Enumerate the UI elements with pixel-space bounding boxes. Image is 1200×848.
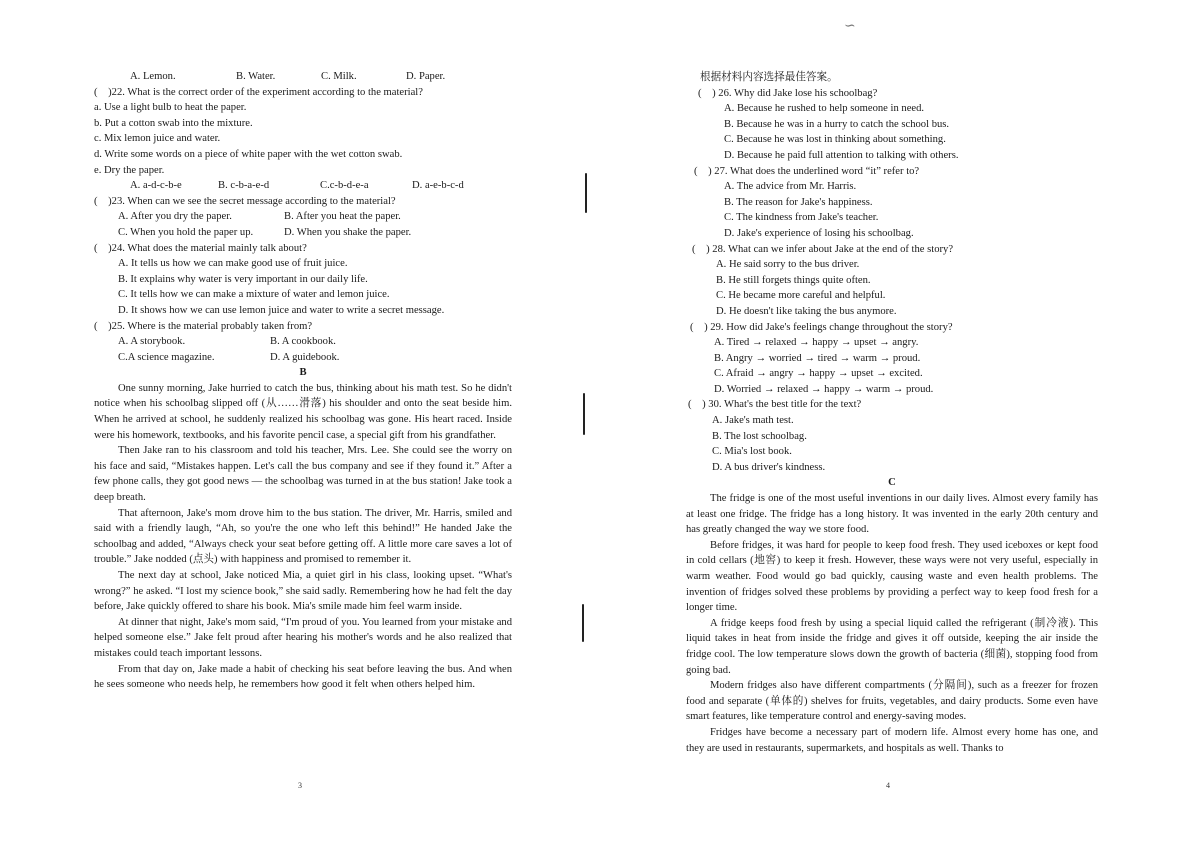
q25-option-a: A. A storybook.	[118, 336, 186, 348]
q23-option-c: C. When you hold the paper up.	[118, 226, 254, 238]
passage-b-paragraph: At dinner that night, Jake's mom said, “I'm proud of you. You learned from your mistake and helped someone else.” Jake felt proud after hearing his mother's words and he also realized that mistakes could teach important lessons.	[94, 616, 512, 659]
passage-c-paragraph: Fridges have become a necessary part of modern life. Almost every home has one, and they are used in restaurants, supermarkets, and hospitals as well. Thanks to	[686, 726, 1098, 754]
q22-options	[94, 178, 512, 194]
q26-option-b: B. Because he was in a hurry to catch the school bus.	[724, 118, 950, 130]
passage-c-paragraph: A fridge keeps food fresh by using a special liquid called the refrigerant (制冷液). This liquid takes in heat from inside the fridge and gives it off outside, keeping the air inside the fridge cool. The low temperature slows down the growth of bacteria (细菌), stopping food from going bad.	[686, 617, 1098, 676]
q29-option-d: D. Worried → relaxed → happy → warm → proud.	[714, 383, 934, 395]
q25-options-row2	[94, 350, 512, 366]
binding-mark	[582, 604, 584, 642]
page-number: 4	[886, 781, 890, 790]
q30-option-a: A. Jake's math test.	[712, 415, 794, 427]
q26-option-d: D. Because he paid full attention to talking with others.	[724, 149, 959, 161]
q22-option-a: A. a-d-c-b-e	[130, 180, 182, 192]
q29-option-c: C. Afraid → angry → happy → upset → excited.	[714, 368, 923, 380]
q27-option-b: B. The reason for Jake's happiness.	[724, 196, 873, 208]
q22-step-e: e. Dry the paper.	[94, 164, 165, 176]
right-column	[686, 70, 1098, 756]
page-number: 3	[298, 781, 302, 790]
binding-mark	[585, 173, 587, 213]
q29-option-b: B. Angry → worried → tired → warm → proud.	[714, 352, 921, 364]
q29-stem: ( ) 29. How did Jake's feelings change throughout the story?	[690, 321, 953, 333]
q30-stem: ( ) 30. What's the best title for the text?	[688, 399, 862, 411]
q25-option-b: B. A cookbook.	[270, 336, 336, 348]
q24-option-a: A. It tells us how we can make good use of fruit juice.	[118, 258, 348, 270]
q24-option-d: D. It shows how we can use lemon juice and water to write a secret message.	[118, 304, 445, 316]
passage-b-paragraph: One sunny morning, Jake hurried to catch the bus, thinking about his math test. So he didn't notice when his schoolbag slipped off (从……滑落) his shoulder and onto the seat beside him. When he arrived at school, he suddenly realized his schoolbag was gone. His heart raced. Inside were his homework, textbooks, and his favorite pencil case, a special gift from his grandfather.	[94, 382, 512, 441]
passage-b-paragraph: The next day at school, Jake noticed Mia, a quiet girl in his class, looking upset. “What's wrong?” he asked. “I lost my science book,” she said sadly. Remembering how he had felt the day before, Jake quickly offered to share his book. Mia's smile made him feel warm inside.	[94, 570, 512, 613]
q23-option-b: B. After you heat the paper.	[284, 211, 401, 223]
q26-stem: ( ) 26. Why did Jake lose his schoolbag?	[698, 87, 878, 99]
passage-b-paragraph: From that day on, Jake made a habit of checking his seat before leaving the bus. And when he sees someone who needs help, he remembers how good it felt when others helped him.	[94, 663, 512, 691]
q23-option-d: D. When you shake the paper.	[284, 226, 412, 238]
pencil-mark: ∽	[844, 19, 856, 34]
q21-options	[94, 69, 512, 85]
q22-stem: ( )22. What is the correct order of the experiment according to the material?	[94, 86, 423, 98]
q21-option-d: D. Paper.	[406, 71, 446, 82]
left-column	[94, 69, 512, 693]
q28-option-a: A. He said sorry to the bus driver.	[716, 259, 860, 271]
q27-option-d: D. Jake's experience of losing his schoolbag.	[724, 227, 914, 239]
q23-options-row2	[94, 225, 512, 241]
passage-b-paragraph: That afternoon, Jake's mom drove him to the bus station. The driver, Mr. Harris, smiled and said with a friendly laugh, “Ah, so you're the one who left this behind!” He handed Jake the schoolbag and added, “Always check your seat before getting off. A little more care saves a lot of trouble.” Jake nodded (点头) with happiness and promised to remember it.	[94, 507, 512, 566]
section-b-heading: B	[299, 367, 307, 379]
q24-option-c: C. It tells how we can make a mixture of water and lemon juice.	[118, 289, 390, 301]
passage-b-paragraph: Then Jake ran to his classroom and told his teacher, Mrs. Lee. She could see the worry on his face and said, “Mistakes happen. Let's call the bus company and see if they found it.” After a few phone calls, they got good news — the schoolbag was turned in at the bus station! Jake took a deep breath.	[94, 445, 512, 504]
q30-option-b: B. The lost schoolbag.	[712, 430, 807, 442]
q22-option-d: D. a-e-b-c-d	[412, 180, 464, 192]
q24-stem: ( )24. What does the material mainly talk about?	[94, 242, 307, 254]
q30-option-d: D. A bus driver's kindness.	[712, 461, 826, 473]
q22-step-a: a. Use a light bulb to heat the paper.	[94, 102, 247, 114]
q25-stem: ( )25. Where is the material probably taken from?	[94, 320, 313, 332]
passage-c-paragraph: Before fridges, it was hard for people to keep food fresh. They used iceboxes or kept food in cold cellars (地窖) to keep it fresh. However, these ways were not very useful, especially in warm weather. Food would go bad quickly, causing waste and even health problems. The invention of fridges solved these problems by providing a perfect way to keep food fresh for a longer time.	[686, 539, 1098, 614]
q21-option-c: C. Milk.	[321, 71, 357, 82]
binding-mark	[583, 393, 585, 435]
section-c-heading: C	[888, 477, 896, 489]
q25-option-c: C.A science magazine.	[118, 351, 215, 363]
passage-c-paragraph: The fridge is one of the most useful inventions in our daily lives. Almost every family has at least one fridge. The fridge has a long history. It was invented in the early 20th century and has greatly changed the way we store food.	[686, 493, 1098, 536]
q29-option-a: A. Tired → relaxed → happy → upset → angry.	[714, 337, 919, 349]
q27-option-a: A. The advice from Mr. Harris.	[724, 181, 857, 193]
q30-option-c: C. Mia's lost book.	[712, 446, 792, 458]
q28-option-d: D. He doesn't like taking the bus anymore.	[716, 305, 897, 317]
q22-step-b: b. Put a cotton swab into the mixture.	[94, 117, 253, 129]
q25-option-d: D. A guidebook.	[270, 351, 340, 363]
q25-options-row1	[94, 334, 512, 350]
q26-option-a: A. Because he rushed to help someone in need.	[724, 103, 925, 115]
q27-option-c: C. The kindness from Jake's teacher.	[724, 212, 879, 224]
instruction: 根据材料内容选择最佳答案。	[700, 72, 838, 83]
q27-stem: ( ) 27. What does the underlined word “it” refer to?	[694, 165, 920, 177]
q22-option-b: B. c-b-a-e-d	[218, 180, 270, 192]
q28-stem: ( ) 28. What can we infer about Jake at the end of the story?	[692, 243, 954, 255]
q26-option-c: C. Because he was lost in thinking about something.	[724, 134, 946, 146]
q23-options-row1	[94, 209, 512, 225]
q22-option-c: C.c-b-d-e-a	[320, 180, 369, 192]
q22-step-d: d. Write some words on a piece of white paper with the wet cotton swab.	[94, 148, 403, 160]
q28-option-c: C. He became more careful and helpful.	[716, 290, 886, 302]
q24-option-b: B. It explains why water is very important in our daily life.	[118, 273, 368, 285]
q21-option-b: B. Water.	[236, 71, 276, 82]
q23-stem: ( )23. When can we see the secret message according to the material?	[94, 195, 396, 207]
passage-c-paragraph: Modern fridges also have different compartments (分隔间), such as a freezer for frozen food and separate (单体的) shelves for fruits, vegetables, and dairy products. Some even have smart features, like temperature control and energy-saving modes.	[686, 680, 1098, 723]
q23-option-a: A. After you dry the paper.	[118, 211, 232, 223]
q21-option-a: A. Lemon.	[130, 71, 176, 82]
right-page	[600, 0, 1200, 848]
q22-step-c: c. Mix lemon juice and water.	[94, 133, 221, 145]
q28-option-b: B. He still forgets things quite often.	[716, 274, 871, 286]
